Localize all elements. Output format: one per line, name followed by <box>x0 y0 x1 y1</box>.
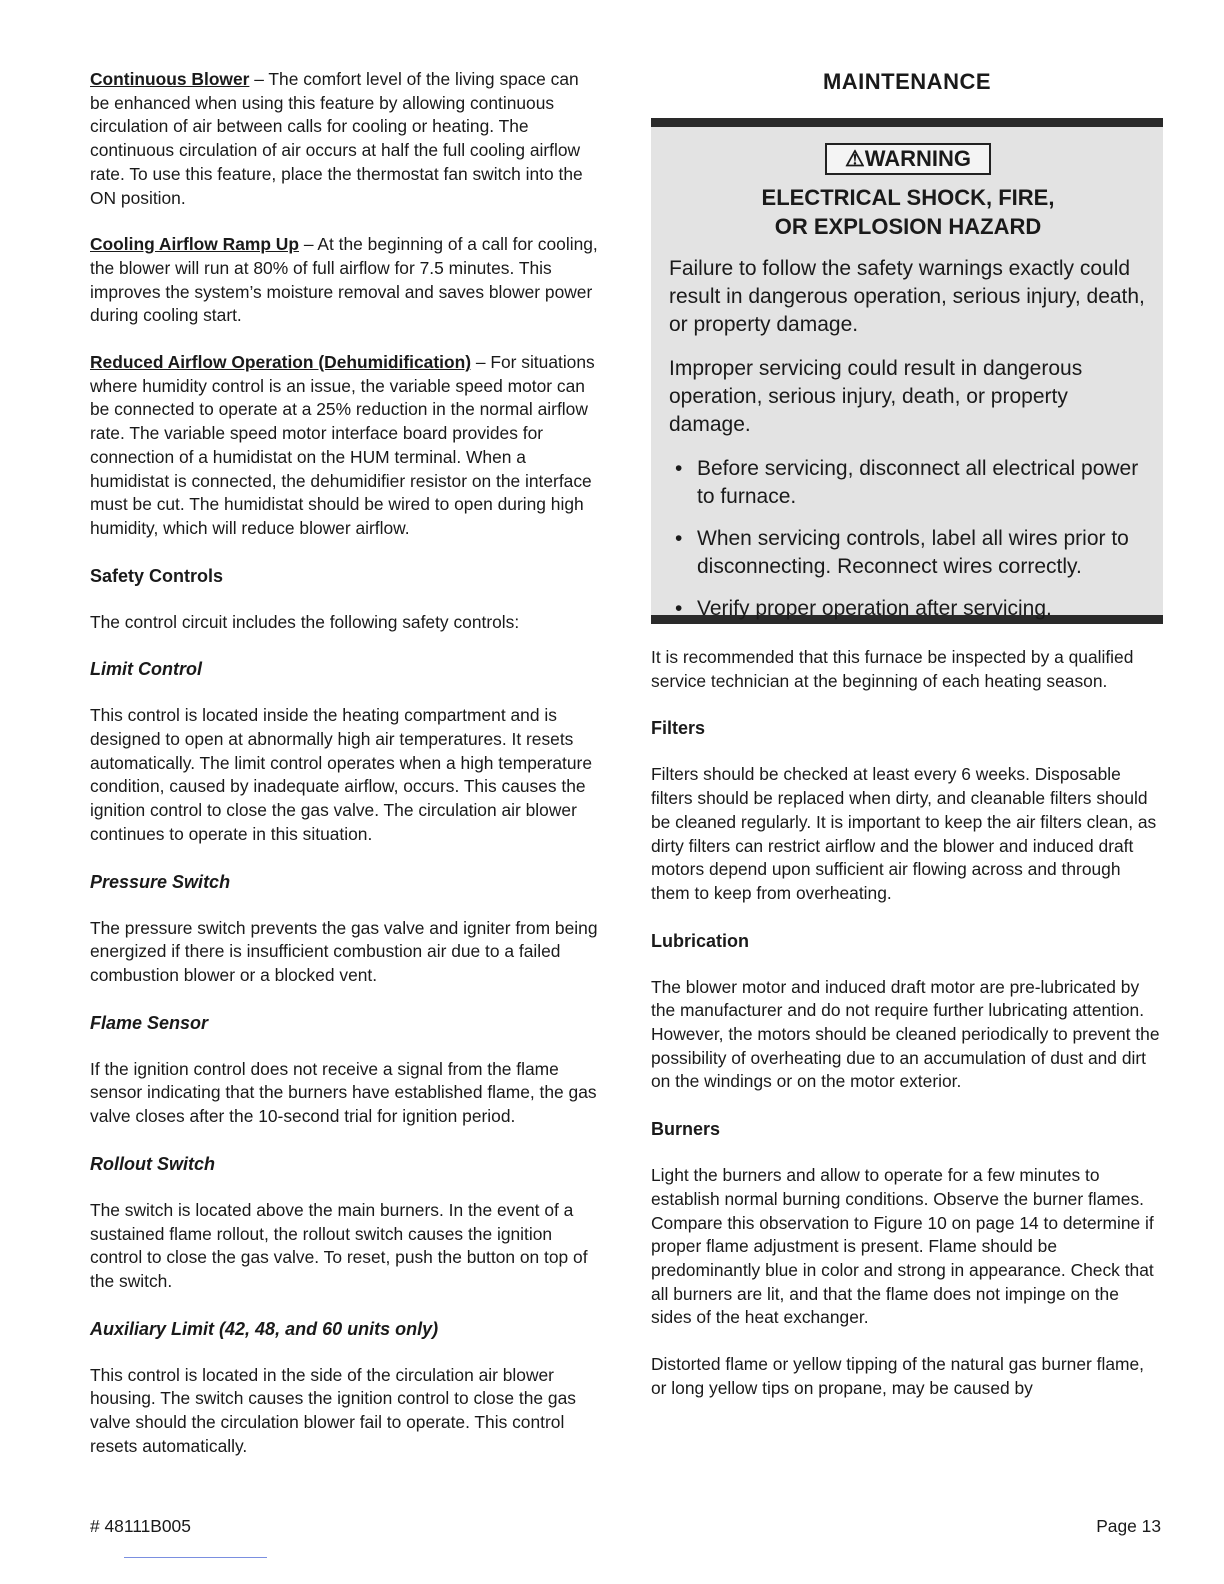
safety-controls-heading: Safety Controls <box>90 565 224 586</box>
safety-intro: The control circuit includes the following safety controls: <box>90 611 520 632</box>
continuous-blower-paragraph: Continuous Blower – The comfort level of the living space can be enhanced when using this feature by allowing continuous circulation of air between calls for cooling or heating. The continuous circulation of air occurs at half the full cooling airflow rate. To use this feature, place the thermostat fan switch into the ON position. <box>90 69 583 208</box>
flame-sensor-heading: Flame Sensor <box>90 1012 209 1033</box>
document-number: # 48111B005 <box>90 1516 191 1536</box>
maintenance-title: MAINTENANCE <box>822 69 992 94</box>
left-column <box>90 68 602 1458</box>
burners-text: Light the burners and allow to operate for a few minutes to establish normal burning conditions. Observe the burner flames. Compare this observation to Figure 10 on page 14 to determine if proper flame adjustment is present. Flame should be predominantly blue in color and strong in appearance. Check that all burners are lit, and that the flame does not impinge on the sides of the heat exchanger. <box>651 1165 1154 1328</box>
reduced-airflow-heading: Reduced Airflow Operation (Dehumidification) <box>90 352 471 373</box>
warning-paragraph-1: Failure to follow the safety warnings exactly could result in dangerous operation, serious injury, death, or property damage. <box>669 257 1145 336</box>
pressure-switch-text: The pressure switch prevents the gas valve and igniter from being energized if there is insufficient combustion air due to a failed combustion blower or a blocked vent. <box>90 917 598 985</box>
page-number: Page 13 <box>1096 1516 1161 1536</box>
bullet-icon: • <box>675 527 683 550</box>
warning-paragraph-2: Improper servicing could result in dangerous operation, serious injury, death, or property damage. <box>669 357 1083 436</box>
lubrication-heading: Lubrication <box>651 930 749 951</box>
warning-bullet: • When servicing controls, label all wires prior to disconnecting. Reconnect wires correctly. <box>675 527 1129 578</box>
lubrication-text: The blower motor and induced draft motor are pre-lubricated by the manufacturer and do not require further lubricating attention. However, the motors should be cleaned periodically to prevent the possibility of overheating due to an accumulation of dust and dirt on the windings or on the motor exterior. <box>651 976 1160 1092</box>
flame-sensor-text: If the ignition control does not receive a signal from the flame sensor indicating that the burners have established flame, the gas valve closes after the 10-second trial for ignition period. <box>90 1058 597 1127</box>
auxiliary-limit-heading: Auxiliary Limit (42, 48, and 60 units only) <box>90 1318 439 1339</box>
filters-heading: Filters <box>651 718 706 739</box>
cooling-ramp-paragraph: Cooling Airflow Ramp Up – At the beginning of a call for cooling, the blower will run at 80% of full airflow for 7.5 minutes. This improves the system’s moisture removal and saves blower power during cooling start. <box>90 234 598 326</box>
warning-box <box>651 118 1163 624</box>
auxiliary-limit-text: This control is located in the side of the circulation air blower housing. The switch causes the ignition control to close the gas valve should the circulation blower fail to operate. This control resets automatically. <box>90 1364 576 1456</box>
warning-title: ELECTRICAL SHOCK, FIRE, OR EXPLOSION HAZARD <box>761 185 1055 239</box>
warning-bullet: • Before servicing, disconnect all electrical power to furnace. <box>675 457 1139 508</box>
warning-label: ⚠WARNING <box>825 143 991 175</box>
limit-control-text: This control is located inside the heating compartment and is designed to open at abnormally high air temperatures. It resets automatically. The limit control operates when a high temperature condition, caused by inadequate airflow, occurs. This causes the ignition control to close the gas valve. The circulation air blower continues to operate in this situation. <box>90 705 593 844</box>
scan-edge-line <box>124 1557 267 1558</box>
limit-control-heading: Limit Control <box>90 659 202 680</box>
rollout-switch-heading: Rollout Switch <box>90 1153 215 1174</box>
pressure-switch-heading: Pressure Switch <box>90 871 231 892</box>
right-column <box>651 68 1163 1400</box>
cooling-ramp-heading: Cooling Airflow Ramp Up <box>90 234 299 255</box>
maintenance-intro: It is recommended that this furnace be inspected by a qualified service technician at the beginning of each heating season. <box>651 647 1134 691</box>
distorted-flame-text: Distorted flame or yellow tipping of the natural gas burner flame, or long yellow tips on propane, may be caused by <box>651 1354 1144 1398</box>
bullet-icon: • <box>675 457 683 480</box>
warning-triangle-icon: ⚠ <box>844 146 865 171</box>
warning-bullet: • Verify proper operation after servicing. <box>669 595 1147 623</box>
continuous-blower-heading: Continuous Blower <box>90 69 250 89</box>
bullet-icon: • <box>675 597 683 620</box>
rollout-switch-text: The switch is located above the main burners. In the event of a sustained flame rollout, the rollout switch causes the ignition control to close the gas valve. To reset, push the button on top of the switch. <box>90 1199 588 1291</box>
burners-heading: Burners <box>651 1119 721 1140</box>
reduced-airflow-paragraph: Reduced Airflow Operation (Dehumidification) – For situations where humidity control is an issue, the variable speed motor can be connected to operate at a 25% reduction in the normal airflow rate. The variable speed motor interface board provides for connection of a humidistat on the HUM terminal. When a humidistat is connected, the dehumidifier resistor on the interface must be cut. The humidistat should be wired to open during high humidity, which will reduce blower airflow. <box>90 352 595 538</box>
warning-bullet-list <box>669 455 1147 623</box>
filters-text: Filters should be checked at least every 6 weeks. Disposable filters should be replaced when dirty, and cleanable filters should be cleaned regularly. It is important to keep the air filters clean, as dirty filters can restrict airflow and the blower and induced draft motors depend upon sufficient air flowing across and through them to keep from overheating. <box>651 764 1157 903</box>
